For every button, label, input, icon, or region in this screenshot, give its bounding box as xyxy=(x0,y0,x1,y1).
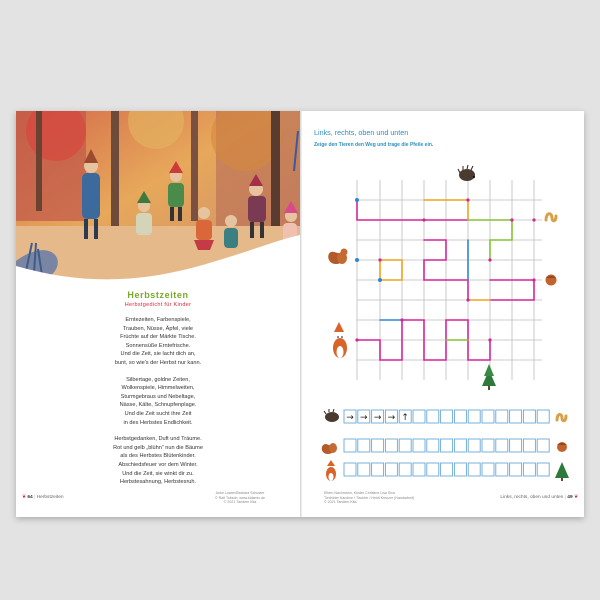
answer-box[interactable] xyxy=(454,439,466,452)
nut-icon xyxy=(546,275,557,286)
answer-arrow: → xyxy=(360,413,368,423)
answer-box[interactable] xyxy=(496,410,508,423)
answer-box[interactable] xyxy=(537,410,549,423)
answer-box[interactable] xyxy=(537,439,549,452)
answer-box[interactable] xyxy=(358,439,370,452)
answer-box[interactable] xyxy=(358,463,370,476)
credit-line: © Ralf Tobsch: www.kidsmix.de xyxy=(215,495,265,500)
answer-box[interactable] xyxy=(344,439,356,452)
answer-box[interactable] xyxy=(399,439,411,452)
answer-box[interactable] xyxy=(441,463,453,476)
left-page-footer: ❦ 64 | Herbstzeiten xyxy=(22,495,64,500)
credit-line: Anke Lowen/Barbara Schuster xyxy=(215,491,265,495)
answer-box[interactable] xyxy=(413,410,425,423)
nut-icon xyxy=(557,442,567,452)
poem-line: Sonnensüße Erntefrische. xyxy=(125,342,191,349)
poem-stanza-1 xyxy=(16,316,300,368)
fir-tree-icon xyxy=(555,462,569,481)
answer-box[interactable] xyxy=(372,439,384,452)
hedgehog-icon xyxy=(458,165,475,181)
answer-arrow: → xyxy=(373,413,382,423)
answer-box[interactable] xyxy=(510,439,522,452)
answer-box[interactable] xyxy=(523,410,535,423)
poem-line: Wolkenspiele, Himmelweiten, xyxy=(121,385,195,392)
poem-line: bunt, so wie's der Herbst nur kann. xyxy=(114,359,202,366)
right-page-number: 49 xyxy=(567,495,573,500)
right-credits xyxy=(324,491,414,505)
answer-box[interactable] xyxy=(468,439,480,452)
answer-box[interactable] xyxy=(441,439,453,452)
answer-box[interactable] xyxy=(468,463,480,476)
answer-box[interactable] xyxy=(385,439,397,452)
answer-box[interactable] xyxy=(427,439,439,452)
poem-title: Herbstzeiten xyxy=(127,290,189,300)
answer-arrow: → xyxy=(387,413,396,423)
poem-line: Silbertage, goldne Zeiten, xyxy=(126,376,190,383)
poem-line: Rot und gelb „blühn“ nun die Bäume xyxy=(113,444,203,451)
answer-box[interactable] xyxy=(510,410,522,423)
answer-box[interactable] xyxy=(385,463,397,476)
poem-line: Und die Zeit, sie winkt dir zu. xyxy=(122,470,194,477)
left-running-title: Herbstzeiten xyxy=(36,495,64,500)
answer-box[interactable] xyxy=(537,463,549,476)
poem-line: Nässe, Kälte, Schnupfenplage. xyxy=(119,402,197,409)
answer-box[interactable] xyxy=(523,463,535,476)
answer-box[interactable] xyxy=(427,410,439,423)
answer-box[interactable] xyxy=(482,439,494,452)
answer-box[interactable] xyxy=(454,463,466,476)
answer-box[interactable] xyxy=(482,410,494,423)
left-page-number: 64 xyxy=(27,495,33,500)
poem-stanza-2 xyxy=(16,376,300,428)
squirrel-icon xyxy=(322,443,337,454)
poem-line: Herbstgedanken, Duft und Träume. xyxy=(114,436,202,443)
answer-box[interactable] xyxy=(510,463,522,476)
worm-icon xyxy=(557,414,566,420)
leaf-logo-icon: ❦ xyxy=(573,495,578,500)
poem-subtitle: Herbstgedicht für Kinder xyxy=(124,302,192,308)
right-running-title: Links, rechts, oben und unten xyxy=(500,495,564,500)
answer-box[interactable] xyxy=(496,463,508,476)
answer-box[interactable] xyxy=(468,410,480,423)
credit-line: Tierbilder Karoline / Tischler / Heidi Kreuzer (Handarbeit) xyxy=(324,495,415,500)
left-credits xyxy=(200,491,280,505)
credit-line: © 2021 Tandem Kita xyxy=(324,500,357,505)
answer-arrow: ↑ xyxy=(401,413,409,423)
autumn-illustration xyxy=(16,111,300,283)
poem-line: Herbstesahnung, Herbstesruh. xyxy=(119,479,197,486)
answer-box[interactable] xyxy=(344,463,356,476)
answer-box[interactable] xyxy=(496,439,508,452)
poem-line: in des Herbstes Endlichkeit. xyxy=(123,419,193,426)
answer-box[interactable] xyxy=(413,439,425,452)
poem-line: Und die Zeit sucht ihre Zeit xyxy=(124,410,192,417)
answer-box[interactable] xyxy=(413,463,425,476)
fox-icon xyxy=(333,322,347,358)
right-page-footer: Links, rechts, oben und unten | 49 ❦ xyxy=(500,495,578,500)
poem-line: Früchte auf der Märkte Tische. xyxy=(120,334,196,341)
answer-box[interactable] xyxy=(454,410,466,423)
maze-grid xyxy=(302,160,584,400)
poem-block xyxy=(16,288,300,487)
answer-box-grid[interactable] xyxy=(344,410,549,476)
answer-box[interactable] xyxy=(399,463,411,476)
credit-line: © 2021 Tandem Kita xyxy=(223,500,257,505)
answer-box[interactable] xyxy=(372,463,384,476)
answer-section xyxy=(302,400,584,490)
answer-box[interactable] xyxy=(441,410,453,423)
fir-tree-icon xyxy=(482,364,496,390)
poem-stanza-3 xyxy=(16,435,300,487)
answer-box[interactable] xyxy=(523,439,535,452)
exercise-title: Links, rechts, oben und unten xyxy=(314,128,409,137)
hedgehog-icon xyxy=(324,409,339,422)
answer-box[interactable] xyxy=(482,463,494,476)
answer-arrow: → xyxy=(346,413,354,423)
credit-line: Eltern Nachmann, Kinder Christine Lisa Sica xyxy=(324,491,395,495)
leaf-logo-icon: ❦ xyxy=(22,495,27,500)
poem-line: Und die Zeit, sie lacht dich an, xyxy=(120,351,196,358)
poem-line: Sturmgebraus und Nebeltage, xyxy=(120,393,196,400)
worm-icon xyxy=(546,214,556,221)
answer-box[interactable] xyxy=(427,463,439,476)
exercise-instruction: Zeige den Tieren den Weg und trage die Pfeile ein. xyxy=(314,142,434,148)
poem-line: Erntezeiten, Farbenspiele, xyxy=(125,317,191,323)
fox-icon xyxy=(326,460,336,481)
squirrel-icon xyxy=(328,249,347,265)
poem-line: Abschiedsfeuer vor dem Winter. xyxy=(118,461,198,468)
poem-line: Trauben, Nüsse, Äpfel, viele xyxy=(122,325,194,332)
poem-line: als des Herbstes Blütenkinder. xyxy=(120,453,196,460)
